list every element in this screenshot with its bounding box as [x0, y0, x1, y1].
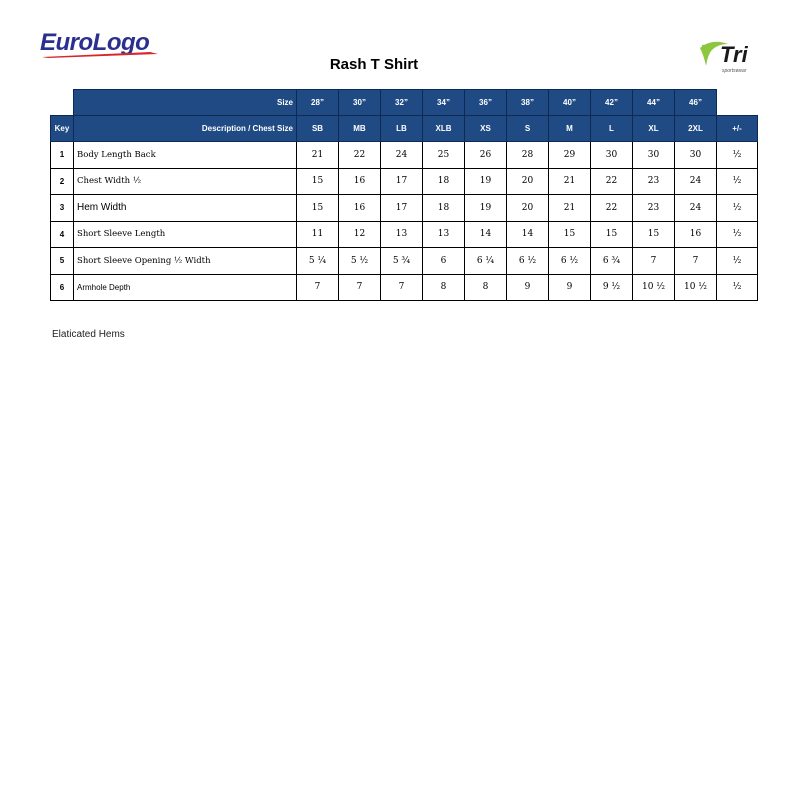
measurement-cell: 13	[423, 221, 465, 248]
measurement-cell: 13	[381, 221, 423, 248]
measurement-cell: 22	[339, 142, 381, 169]
size-code-cell: M	[549, 116, 591, 142]
measurement-cell: 20	[507, 195, 549, 222]
measurement-cell: 6 ½	[549, 248, 591, 275]
size-label: Size	[74, 90, 297, 116]
measurement-cell: 6 ½	[507, 248, 549, 275]
row-description: Short Sleeve Length	[74, 221, 297, 248]
table-row	[51, 142, 758, 169]
row-key: 1	[51, 142, 74, 169]
table-row	[51, 274, 758, 301]
measurement-cell: 10 ½	[675, 274, 717, 301]
measurement-cell: 30	[633, 142, 675, 169]
header-blank-cell	[717, 90, 758, 116]
row-description: Short Sleeve Opening ½ Width	[74, 248, 297, 275]
row-key: 2	[51, 168, 74, 195]
tolerance-cell: ½	[717, 168, 758, 195]
measurement-cell: 5 ¾	[381, 248, 423, 275]
measurement-cell: 18	[423, 168, 465, 195]
measurement-cell: 16	[339, 168, 381, 195]
header-row-sizes	[51, 90, 758, 116]
chest-size-cell: 30”	[339, 90, 381, 116]
tri-tagline: sportswear	[722, 68, 747, 74]
measurement-cell: 5 ½	[339, 248, 381, 275]
row-key: 4	[51, 221, 74, 248]
measurement-cell: 21	[549, 195, 591, 222]
measurement-cell: 16	[675, 221, 717, 248]
size-code-cell: XLB	[423, 116, 465, 142]
size-code-cell: 2XL	[675, 116, 717, 142]
tolerance-cell: ½	[717, 221, 758, 248]
measurement-cell: 7	[633, 248, 675, 275]
measurement-cell: 21	[549, 168, 591, 195]
measurement-cell: 7	[675, 248, 717, 275]
row-description: Body Length Back	[74, 142, 297, 169]
measurement-cell: 30	[591, 142, 633, 169]
measurement-cell: 23	[633, 195, 675, 222]
measurement-cell: 19	[465, 195, 507, 222]
size-code-cell: L	[591, 116, 633, 142]
measurement-cell: 15	[591, 221, 633, 248]
tolerance-cell: ½	[717, 274, 758, 301]
header-row-codes	[51, 116, 758, 142]
measurement-cell: 6 ¾	[591, 248, 633, 275]
header-blank-cell	[51, 90, 74, 116]
measurement-cell: 10 ½	[633, 274, 675, 301]
measurement-cell: 22	[591, 168, 633, 195]
measurement-cell: 24	[675, 168, 717, 195]
measurement-cell: 21	[297, 142, 339, 169]
measurement-cell: 15	[297, 195, 339, 222]
measurement-cell: 14	[465, 221, 507, 248]
chest-size-cell: 44”	[633, 90, 675, 116]
chest-size-cell: 32”	[381, 90, 423, 116]
row-description: Hem Width	[74, 195, 297, 222]
row-key: 6	[51, 274, 74, 301]
spec-table	[50, 89, 758, 301]
size-code-cell: SB	[297, 116, 339, 142]
measurement-cell: 7	[381, 274, 423, 301]
measurement-cell: 17	[381, 195, 423, 222]
table-row	[51, 168, 758, 195]
tolerance-cell: ½	[717, 248, 758, 275]
measurement-cell: 17	[381, 168, 423, 195]
size-code-cell: XS	[465, 116, 507, 142]
row-description: Chest Width ½	[74, 168, 297, 195]
chest-size-cell: 36”	[465, 90, 507, 116]
chest-size-cell: 42”	[591, 90, 633, 116]
size-code-cell: XL	[633, 116, 675, 142]
measurement-cell: 29	[549, 142, 591, 169]
row-key: 3	[51, 195, 74, 222]
measurement-cell: 18	[423, 195, 465, 222]
table-row	[51, 221, 758, 248]
measurement-cell: 25	[423, 142, 465, 169]
description-header: Description / Chest Size	[74, 116, 297, 142]
row-key: 5	[51, 248, 74, 275]
size-code-cell: MB	[339, 116, 381, 142]
chest-size-cell: 28”	[297, 90, 339, 116]
measurement-cell: 15	[633, 221, 675, 248]
measurement-cell: 6 ¼	[465, 248, 507, 275]
size-code-cell: LB	[381, 116, 423, 142]
measurement-cell: 9 ½	[591, 274, 633, 301]
chest-size-cell: 34”	[423, 90, 465, 116]
measurement-cell: 6	[423, 248, 465, 275]
measurement-cell: 15	[297, 168, 339, 195]
measurement-cell: 12	[339, 221, 381, 248]
measurement-cell: 28	[507, 142, 549, 169]
table-row	[51, 195, 758, 222]
measurement-cell: 15	[549, 221, 591, 248]
chest-size-cell: 38”	[507, 90, 549, 116]
measurement-cell: 5 ¼	[297, 248, 339, 275]
tolerance-header: +/-	[717, 116, 758, 142]
tolerance-cell: ½	[717, 142, 758, 169]
measurement-cell: 23	[633, 168, 675, 195]
measurement-cell: 7	[297, 274, 339, 301]
chest-size-cell: 40”	[549, 90, 591, 116]
tolerance-cell: ½	[717, 195, 758, 222]
measurement-cell: 19	[465, 168, 507, 195]
measurement-cell: 8	[465, 274, 507, 301]
note-text: Elaticated Hems	[52, 329, 125, 340]
measurement-cell: 9	[507, 274, 549, 301]
measurement-cell: 30	[675, 142, 717, 169]
page-title: Rash T Shirt	[329, 56, 419, 73]
row-description: Armhole Depth	[74, 274, 297, 301]
measurement-cell: 8	[423, 274, 465, 301]
eurologo-wordmark: EuroLogo	[40, 29, 150, 56]
size-code-cell: S	[507, 116, 549, 142]
measurement-cell: 9	[549, 274, 591, 301]
chest-size-cell: 46”	[675, 90, 717, 116]
measurement-cell: 20	[507, 168, 549, 195]
measurement-cell: 22	[591, 195, 633, 222]
measurement-cell: 26	[465, 142, 507, 169]
measurement-cell: 16	[339, 195, 381, 222]
table-row	[51, 248, 758, 275]
measurement-cell: 11	[297, 221, 339, 248]
measurement-cell: 14	[507, 221, 549, 248]
key-header: Key	[51, 116, 74, 142]
measurement-cell: 24	[675, 195, 717, 222]
measurement-cell: 7	[339, 274, 381, 301]
measurement-cell: 24	[381, 142, 423, 169]
tri-wordmark: Tri	[720, 42, 748, 67]
